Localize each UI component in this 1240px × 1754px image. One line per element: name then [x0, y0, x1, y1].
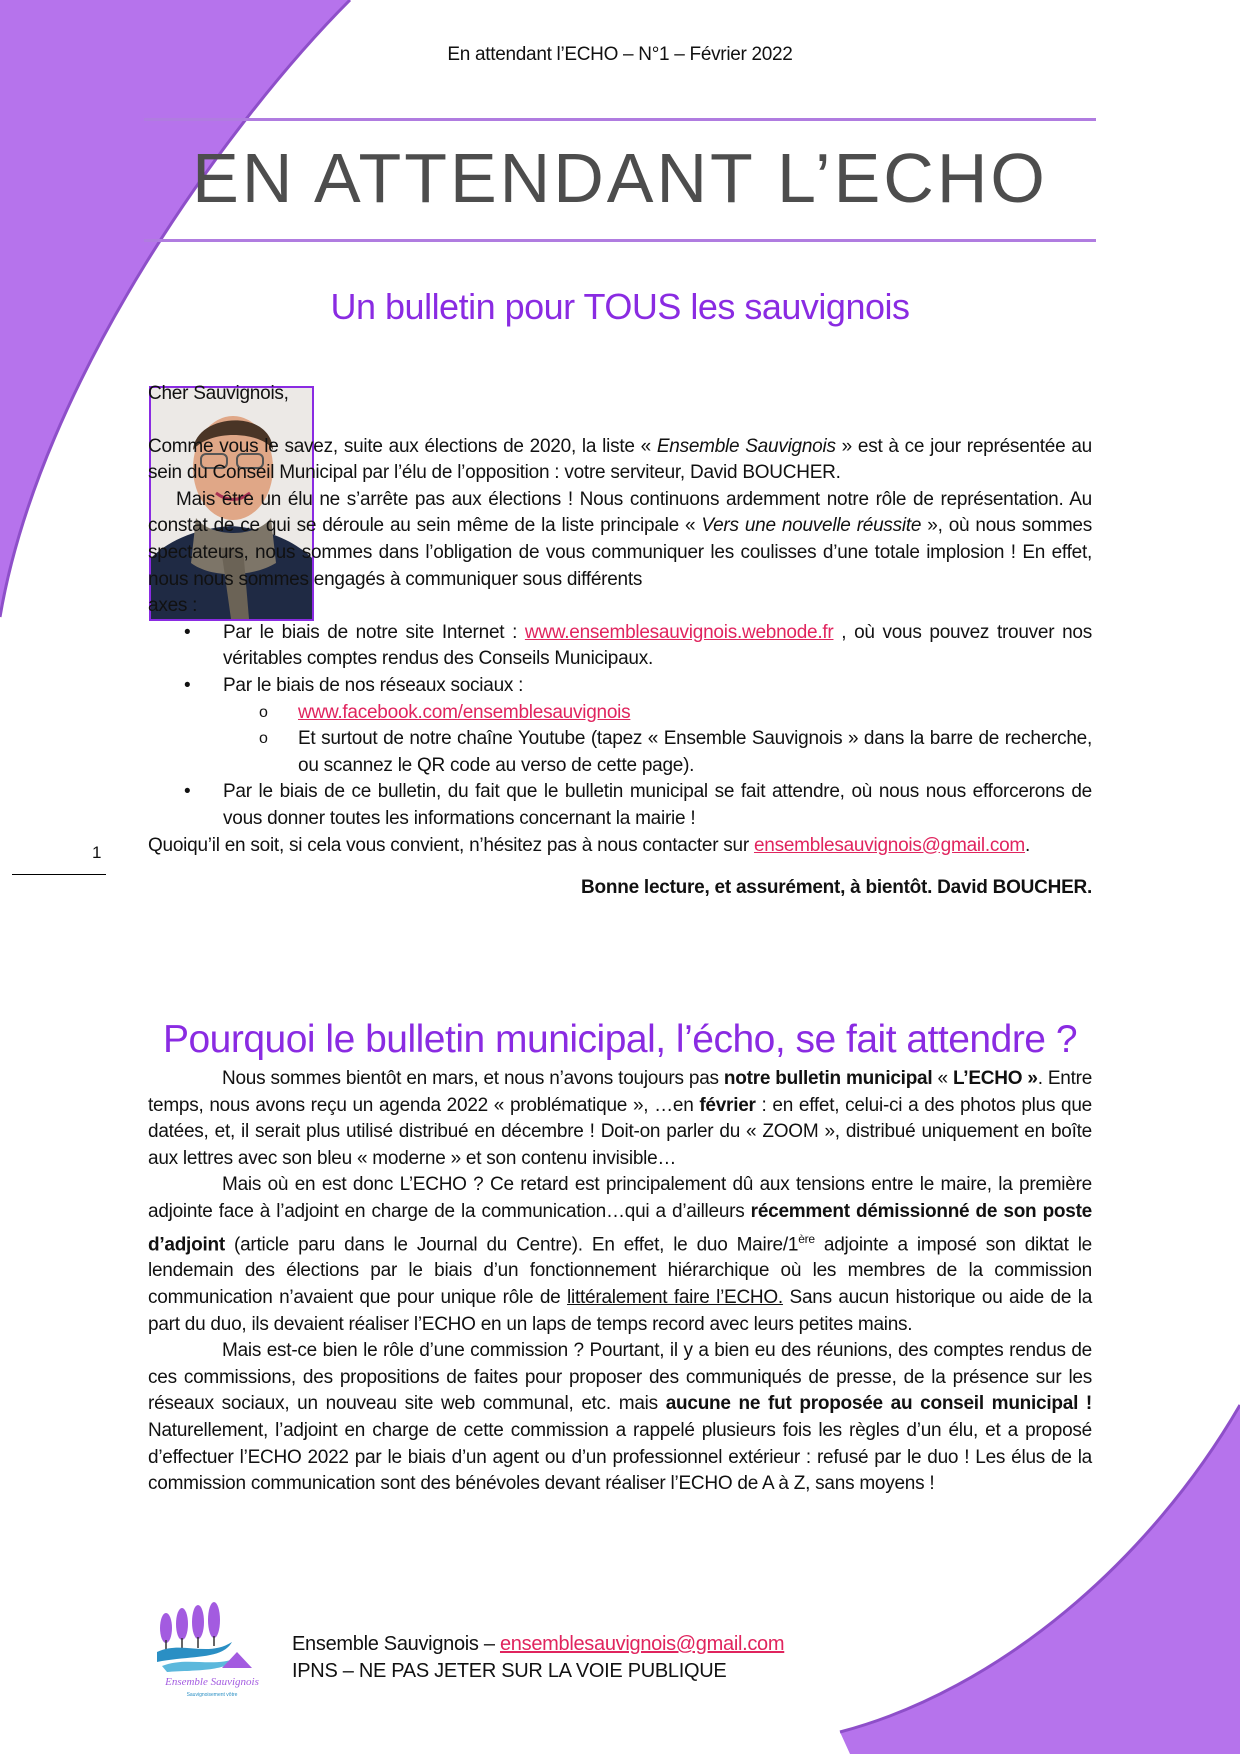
text-run: » est à ce jour représentée au sein du Conseil Municipal par l’élu de l’opposition : votre serviteur, David BOUCHER.	[148, 435, 1092, 484]
section-heading: Pourquoi le bulletin municipal, l’écho, se fait attendre ?	[162, 1018, 1078, 1061]
svg-text:Ensemble Sauvignois: Ensemble Sauvignois	[165, 1676, 259, 1688]
intro-paragraph	[148, 434, 1092, 487]
text-run: . Entre temps, nous avons reçu un agenda 2022 « problématique », …en	[148, 1068, 1093, 1116]
footer-email-link[interactable]: ensemblesauvignois@gmail.com	[499, 1633, 785, 1655]
text-run: Mais où en est donc L’ECHO ? Ce retard est principalement dû aux tensions entre le maire, la première adjointe face à l’adjoint en charge de la communication…qui a d’ailleurs	[148, 1174, 1092, 1222]
text-run: Et surtout de notre chaîne Youtube (tapez « Ensemble Sauvignois » dans la barre de recherche, ou scannez le QR code au verso de cette page).	[298, 728, 1092, 776]
text-run: Nous sommes bientôt en mars, et nous n’avons toujours pas	[222, 1068, 724, 1089]
contact-paragraph	[148, 833, 1092, 860]
intro-paragraph-2	[148, 487, 1092, 593]
text-run: Sans aucun historique ou aide de la part du duo, ils devaient réaliser l’ECHO en un laps de temps record avec leurs petites mains.	[148, 1287, 1093, 1335]
text-run: (article paru dans le Journal du Centre). En effet, le duo Maire/1	[224, 1233, 799, 1255]
svg-text:Sauvignoisement vôtre: Sauvignoisement vôtre	[186, 1692, 238, 1698]
title-rule-top	[144, 118, 1096, 121]
greeting: Cher Sauvignois,	[148, 383, 289, 404]
footer-org: Ensemble Sauvignois –	[292, 1633, 500, 1655]
running-header: En attendant l’ECHO – N°1 – Février 2022	[447, 44, 793, 65]
superscript: ère	[798, 1231, 815, 1246]
signature: Bonne lecture, et assurément, à bientôt. David BOUCHER.	[581, 877, 1092, 899]
page-number-rule	[12, 874, 106, 875]
text-run: Mais être un élu ne s’arrête pas aux élections ! Nous continuons ardemment notre rôle de représentation. Au constat de ce qui se déroule au sein même de la liste principale «	[148, 488, 1092, 537]
intro-section	[148, 381, 1092, 902]
text-run: Par le biais de nos réseaux sociaux :	[223, 674, 524, 696]
list-item	[148, 673, 1092, 779]
intro-paragraph-2-end: axes :	[148, 595, 198, 617]
newsletter-title: EN ATTENDANT L’ECHO	[192, 139, 1048, 217]
list-item	[148, 620, 1092, 673]
list-item	[223, 726, 1092, 779]
text-run: adjointe a imposé son diktat le lendemain des élections par le biais d’un fonctionnement hiérarchique où les membres de la commission communication n’avaient que pour unique rôle de	[148, 1233, 1092, 1309]
underlined-text: littéralement faire l’ECHO.	[567, 1287, 783, 1309]
bold-text: aucune ne fut proposée au conseil municipal !	[665, 1393, 1092, 1415]
link[interactable]: www.ensemblesauvignois.webnode.fr	[524, 621, 834, 643]
list-item	[148, 779, 1092, 832]
channels-list	[148, 620, 1092, 833]
italic-text: Vers une nouvelle réussite	[701, 515, 922, 537]
text-run: «	[932, 1068, 953, 1089]
text-run: .	[1025, 834, 1031, 856]
text-run: Mais est-ce bien le rôle d’une commission ? Pourtant, il y a bien eu des réunions, des comptes rendus de ces commissions, des propositions de faites pour proposer des communiqués de presse, de la présence sur les réseaux sociaux, un nouveau site web communal, etc. mais	[148, 1340, 1092, 1415]
page-number: 1	[92, 843, 102, 862]
social-list	[223, 700, 1092, 780]
text-run: Naturellement, l’adjoint en charge de cette commission a rappelé plusieurs fois les règles d’un élu, et a proposé d’effectuer l’ECHO 2022 par le biais d’un agent ou d’un professionnel extérieur : refusé par le duo ! Les élus de la commission communication sont des bénévoles devant réaliser l’ECHO de A à Z, sans moyens !	[148, 1420, 1092, 1495]
link[interactable]: www.facebook.com/ensemblesauvignois	[298, 701, 631, 723]
article-paragraph	[148, 1066, 1092, 1172]
text-run: Quoiqu’il en soit, si cela vous convient, n’hésitez pas à nous contacter sur	[148, 834, 754, 856]
article-paragraph	[148, 1338, 1092, 1498]
bold-text: février	[699, 1094, 756, 1116]
bold-text: L’ECHO »	[953, 1068, 1038, 1089]
footer	[292, 1631, 784, 1685]
text-run: , où vous pouvez trouver nos véritables comptes rendus des Conseils Municipaux.	[223, 621, 1092, 670]
bold-text: récemment démissionné de son poste d’adjoint	[148, 1200, 1092, 1255]
footer-notice: IPNS – NE PAS JETER SUR LA VOIE PUBLIQUE	[292, 1660, 727, 1682]
ensemble-sauvignois-logo	[152, 1600, 272, 1700]
text-run: Par le biais de ce bulletin, du fait que le bulletin municipal se fait attendre, où nous nous efforcerons de vous donner toutes les informations concernant la mairie !	[223, 781, 1092, 829]
text-run: Par le biais de notre site Internet :	[223, 621, 525, 643]
article-section	[148, 1066, 1092, 1498]
text-run: », où nous sommes spectateurs, nous sommes dans l’obligation de vous communiquer les coulisses d’une totale implosion ! En effet, nous nous sommes engagés à communiquer sous différents	[148, 515, 1092, 590]
text-run: : en effet, celui-ci a des photos plus que datées, et, il serait plus utilisé distribué en décembre ! Doit-on parler du « ZOOM », distribué uniquement en boîte aux lettres avec son bleu « moderne » et son contenu invisible…	[148, 1094, 1092, 1169]
article-paragraph	[148, 1172, 1092, 1338]
bold-text: notre bulletin municipal	[723, 1068, 933, 1089]
link[interactable]: ensemblesauvignois@gmail.com	[753, 834, 1026, 856]
list-item	[223, 700, 1092, 727]
italic-text: Ensemble Sauvignois	[656, 435, 836, 457]
subtitle: Un bulletin pour TOUS les sauvignois	[330, 286, 910, 327]
title-rule-bottom	[144, 239, 1096, 242]
text-run: Comme vous le savez, suite aux élections de 2020, la liste «	[148, 435, 657, 457]
